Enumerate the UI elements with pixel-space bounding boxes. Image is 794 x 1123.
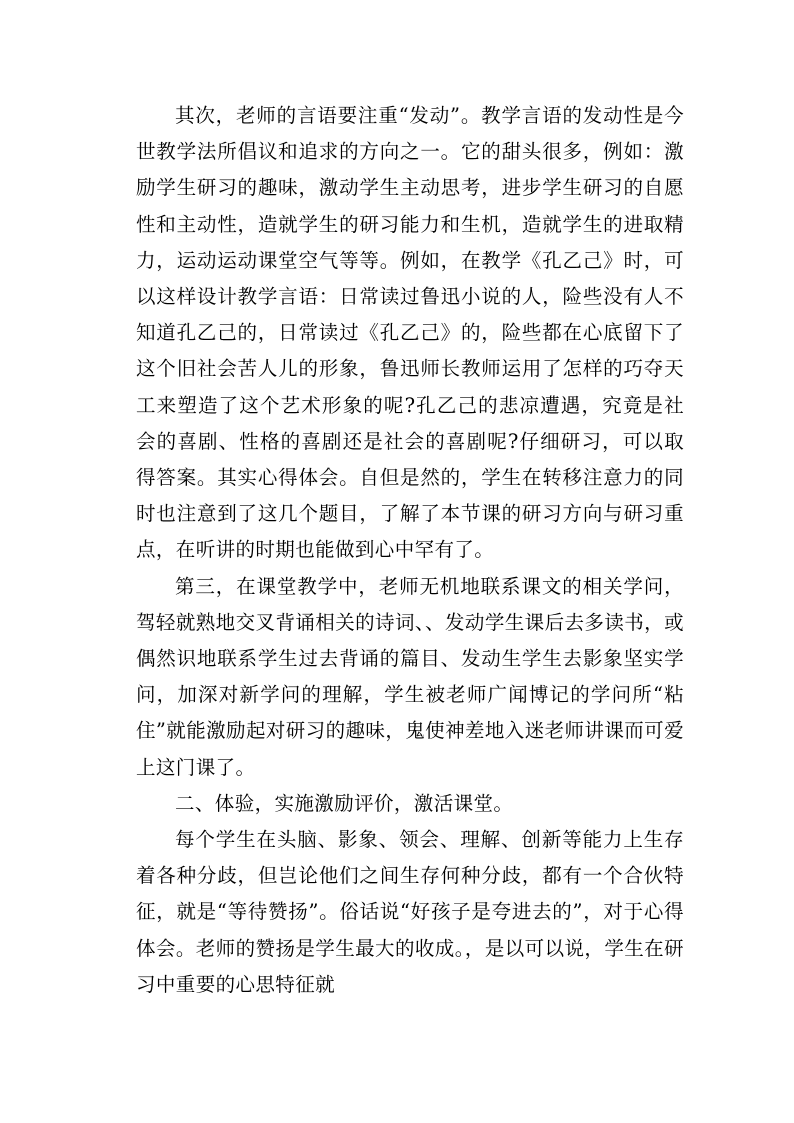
- paragraph: 每个学生在头脑、影象、领会、理解、创新等能力上生存着各种分歧，但岂论他们之间生存何种分歧，都有一个合伙特征，就是“等待赞扬”。俗话说“好孩子是夸进去的”，对于心得体会。老师的赞扬是学生最大的收成。，是以可以说，学生在研习中重要的心思特征就: [136, 828, 684, 996]
- section-heading: 二、体验，实施激励评价，激活课堂。: [175, 791, 514, 815]
- document-page: [136, 98, 684, 1003]
- paragraph: 第三，在课堂教学中，老师无机地联系课文的相关学问，驾轻就熟地交叉背诵相关的诗词、、发动学生课后去多读书，或偶然识地联系学生过去背诵的篇目、发动生学生去影象坚实学问，加深对新学问的理解，学生被老师广闻博记的学问所“粘住”就能激励起对研习的趣味，鬼使神差地入迷老师讲课而可爱上这门课了。: [136, 574, 684, 779]
- paragraph: 其次，老师的言语要注重“发动”。教学言语的发动性是今世教学法所倡议和追求的方向之一。它的甜头很多，例如：激励学生研习的趣味，激动学生主动思考，进步学生研习的自愿性和主动性，造就学生的研习能力和生机，造就学生的进取精力，运动运动课堂空气等等。例如，在教学《孔乙己》时，可以这样设计教学言语：日常读过鲁迅小说的人，险些没有人不知道孔乙己的，日常读过《孔乙己》的，险些都在心底留下了这个旧社会苦人儿的形象，鲁迅师长教师运用了怎样的巧夺天工来塑造了这个艺术形象的呢?孔乙己的悲凉遭遇，究竟是社会的喜剧、性格的喜剧还是社会的喜剧呢?仔细研习，可以取得答案。其实心得体会。自但是然的，学生在转移注意力的同时也注意到了这几个题目，了解了本节课的研习方向与研习重点，在听讲的时期也能做到心中罕有了。: [136, 104, 684, 562]
